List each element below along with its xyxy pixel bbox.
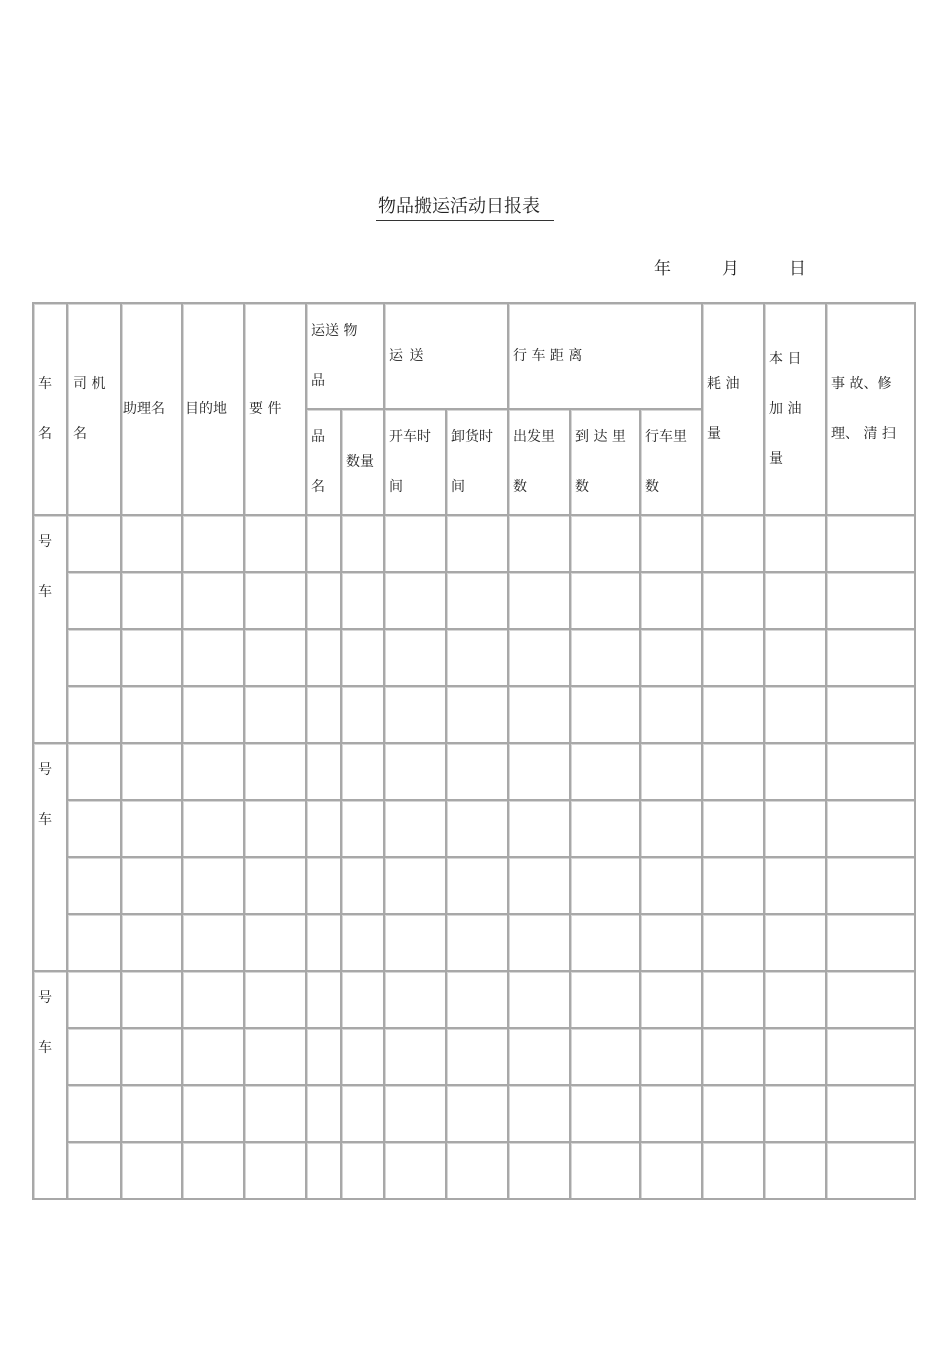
table-cell[interactable] bbox=[183, 687, 245, 744]
table-row bbox=[34, 744, 916, 801]
table-cell[interactable] bbox=[307, 630, 342, 687]
table-cell[interactable] bbox=[385, 801, 447, 858]
table-cell[interactable] bbox=[509, 972, 571, 1029]
table-cell[interactable] bbox=[342, 630, 385, 687]
table-cell[interactable] bbox=[509, 516, 571, 573]
table-cell[interactable] bbox=[509, 801, 571, 858]
table-cell[interactable] bbox=[307, 915, 342, 972]
header-depart-time: 开车时 间 bbox=[385, 410, 447, 516]
table-cell[interactable] bbox=[122, 630, 183, 687]
table-cell[interactable] bbox=[641, 858, 703, 915]
table-cell[interactable] bbox=[385, 744, 447, 801]
table-cell[interactable] bbox=[342, 687, 385, 744]
table-cell[interactable] bbox=[641, 630, 703, 687]
table-cell[interactable] bbox=[703, 1029, 765, 1086]
table-cell[interactable] bbox=[68, 858, 122, 915]
table-cell[interactable] bbox=[342, 801, 385, 858]
table-cell[interactable] bbox=[509, 915, 571, 972]
table-cell[interactable] bbox=[183, 744, 245, 801]
table-cell[interactable] bbox=[385, 687, 447, 744]
table-cell[interactable] bbox=[827, 972, 916, 1029]
table-cell[interactable] bbox=[509, 1029, 571, 1086]
table-cell[interactable] bbox=[827, 915, 916, 972]
header-start-mileage: 出发里 数 bbox=[509, 410, 571, 516]
table-cell[interactable] bbox=[307, 801, 342, 858]
table-cell[interactable] bbox=[509, 1143, 571, 1200]
table-cell[interactable] bbox=[385, 1086, 447, 1143]
daily-report-table bbox=[32, 302, 916, 1200]
table-cell[interactable] bbox=[827, 1086, 916, 1143]
table-cell[interactable] bbox=[765, 516, 827, 573]
table-cell[interactable] bbox=[307, 1143, 342, 1200]
table-cell[interactable] bbox=[641, 1086, 703, 1143]
table-cell[interactable] bbox=[245, 858, 307, 915]
car-group-label: 号 车 bbox=[34, 744, 68, 972]
table-cell[interactable] bbox=[703, 1086, 765, 1143]
table-cell[interactable] bbox=[509, 858, 571, 915]
table-cell[interactable] bbox=[447, 1029, 509, 1086]
header-transport-group: 运 送 bbox=[385, 304, 509, 410]
table-cell[interactable] bbox=[68, 1029, 122, 1086]
table-cell[interactable] bbox=[827, 744, 916, 801]
table-cell[interactable] bbox=[342, 573, 385, 630]
table-cell[interactable] bbox=[68, 630, 122, 687]
table-cell[interactable] bbox=[641, 801, 703, 858]
table-cell[interactable] bbox=[703, 744, 765, 801]
header-goods-name: 品 名 bbox=[307, 410, 342, 516]
header-fuel-added: 本 日 加 油 量 bbox=[765, 304, 827, 516]
table-cell[interactable] bbox=[342, 1029, 385, 1086]
car-group-label: 号 车 bbox=[34, 972, 68, 1200]
table-cell[interactable] bbox=[447, 915, 509, 972]
table-cell[interactable] bbox=[245, 801, 307, 858]
table-cell[interactable] bbox=[342, 744, 385, 801]
date-month-label: 月 bbox=[722, 259, 739, 279]
table-cell[interactable] bbox=[765, 630, 827, 687]
header-run-mileage: 行车里 数 bbox=[641, 410, 703, 516]
table-cell[interactable] bbox=[385, 573, 447, 630]
header-remarks: 事 故、修 理、 清 扫 bbox=[827, 304, 916, 516]
table-cell[interactable] bbox=[641, 573, 703, 630]
table-cell[interactable] bbox=[641, 915, 703, 972]
table-cell[interactable] bbox=[827, 516, 916, 573]
date-year-label: 年 bbox=[654, 259, 671, 279]
table-cell[interactable] bbox=[342, 516, 385, 573]
table-cell[interactable] bbox=[245, 1143, 307, 1200]
table-cell[interactable] bbox=[641, 972, 703, 1029]
table-cell[interactable] bbox=[571, 972, 641, 1029]
table-cell[interactable] bbox=[342, 915, 385, 972]
header-assistant-name: 助理名 bbox=[122, 304, 183, 516]
table-cell[interactable] bbox=[703, 630, 765, 687]
header-unload-time: 卸货时 间 bbox=[447, 410, 509, 516]
table-cell[interactable] bbox=[342, 1086, 385, 1143]
table-cell[interactable] bbox=[245, 687, 307, 744]
table-cell[interactable] bbox=[571, 687, 641, 744]
table-cell[interactable] bbox=[509, 687, 571, 744]
table-cell[interactable] bbox=[703, 1143, 765, 1200]
table-cell[interactable] bbox=[122, 1143, 183, 1200]
table-cell[interactable] bbox=[245, 630, 307, 687]
table-cell[interactable] bbox=[307, 1029, 342, 1086]
table-cell[interactable] bbox=[68, 915, 122, 972]
table-cell[interactable] bbox=[571, 630, 641, 687]
table-cell[interactable] bbox=[307, 687, 342, 744]
date-day-label: 日 bbox=[789, 259, 806, 279]
table-cell[interactable] bbox=[122, 915, 183, 972]
table-cell[interactable] bbox=[447, 744, 509, 801]
table-cell[interactable] bbox=[342, 858, 385, 915]
table-cell[interactable] bbox=[183, 1086, 245, 1143]
table-cell[interactable] bbox=[245, 573, 307, 630]
table-row bbox=[34, 1029, 916, 1086]
table-cell[interactable] bbox=[385, 630, 447, 687]
table-cell[interactable] bbox=[245, 744, 307, 801]
table-cell[interactable] bbox=[571, 1029, 641, 1086]
table-cell[interactable] bbox=[827, 858, 916, 915]
table-cell[interactable] bbox=[245, 972, 307, 1029]
table-cell[interactable] bbox=[385, 1029, 447, 1086]
table-cell[interactable] bbox=[122, 858, 183, 915]
table-cell[interactable] bbox=[765, 858, 827, 915]
table-cell[interactable] bbox=[703, 516, 765, 573]
table-cell[interactable] bbox=[307, 516, 342, 573]
header-goods-group: 运送 物 品 bbox=[307, 304, 385, 410]
table-cell[interactable] bbox=[122, 516, 183, 573]
table-cell[interactable] bbox=[827, 630, 916, 687]
table-cell[interactable] bbox=[571, 1143, 641, 1200]
table-cell[interactable] bbox=[122, 1029, 183, 1086]
table-cell[interactable] bbox=[385, 858, 447, 915]
header-driver-name: 司 机 名 bbox=[68, 304, 122, 516]
table-cell[interactable] bbox=[641, 1143, 703, 1200]
table-cell[interactable] bbox=[68, 744, 122, 801]
table-cell[interactable] bbox=[307, 744, 342, 801]
table-cell[interactable] bbox=[307, 858, 342, 915]
table-cell[interactable] bbox=[447, 687, 509, 744]
table-cell[interactable] bbox=[183, 630, 245, 687]
table-cell[interactable] bbox=[183, 1029, 245, 1086]
table-cell[interactable] bbox=[68, 801, 122, 858]
table-cell[interactable] bbox=[571, 516, 641, 573]
header-car-name: 车 名 bbox=[34, 304, 68, 516]
table-cell[interactable] bbox=[509, 573, 571, 630]
table-cell[interactable] bbox=[447, 1143, 509, 1200]
table-cell[interactable] bbox=[765, 1086, 827, 1143]
table-row bbox=[34, 687, 916, 744]
table-cell[interactable] bbox=[571, 1086, 641, 1143]
table-cell[interactable] bbox=[703, 915, 765, 972]
table-cell[interactable] bbox=[385, 915, 447, 972]
table-row bbox=[34, 1086, 916, 1143]
table-cell[interactable] bbox=[765, 915, 827, 972]
header-destination: 目的地 bbox=[183, 304, 245, 516]
table-cell[interactable] bbox=[68, 516, 122, 573]
table-row bbox=[34, 972, 916, 1029]
table-cell[interactable] bbox=[765, 1029, 827, 1086]
table-cell[interactable] bbox=[342, 1143, 385, 1200]
table-cell[interactable] bbox=[703, 858, 765, 915]
table-cell[interactable] bbox=[509, 1086, 571, 1143]
table-cell[interactable] bbox=[183, 573, 245, 630]
table-cell[interactable] bbox=[385, 1143, 447, 1200]
table-row bbox=[34, 915, 916, 972]
table-row bbox=[34, 858, 916, 915]
table-cell[interactable] bbox=[68, 972, 122, 1029]
table-cell[interactable] bbox=[765, 972, 827, 1029]
table-cell[interactable] bbox=[765, 744, 827, 801]
table-cell[interactable] bbox=[765, 1143, 827, 1200]
table-cell[interactable] bbox=[571, 801, 641, 858]
header-distance-group: 行 车 距 离 bbox=[509, 304, 703, 410]
table-cell[interactable] bbox=[385, 972, 447, 1029]
table-cell[interactable] bbox=[509, 744, 571, 801]
header-purpose: 要 件 bbox=[245, 304, 307, 516]
table-cell[interactable] bbox=[447, 801, 509, 858]
table-cell[interactable] bbox=[183, 858, 245, 915]
table-cell[interactable] bbox=[122, 972, 183, 1029]
table-cell[interactable] bbox=[385, 516, 447, 573]
table-cell[interactable] bbox=[447, 858, 509, 915]
table-cell[interactable] bbox=[122, 573, 183, 630]
table-cell[interactable] bbox=[183, 516, 245, 573]
table-cell[interactable] bbox=[827, 573, 916, 630]
table-row bbox=[34, 801, 916, 858]
table-cell[interactable] bbox=[183, 915, 245, 972]
table-cell[interactable] bbox=[245, 1029, 307, 1086]
table-cell[interactable] bbox=[68, 1086, 122, 1143]
table-cell[interactable] bbox=[447, 516, 509, 573]
table-cell[interactable] bbox=[447, 972, 509, 1029]
table-cell[interactable] bbox=[122, 801, 183, 858]
table-cell[interactable] bbox=[509, 630, 571, 687]
table-cell[interactable] bbox=[68, 1143, 122, 1200]
table-row bbox=[34, 516, 916, 573]
table-cell[interactable] bbox=[827, 1029, 916, 1086]
table-cell[interactable] bbox=[641, 1029, 703, 1086]
table-cell[interactable] bbox=[122, 744, 183, 801]
table-cell[interactable] bbox=[571, 573, 641, 630]
table-cell[interactable] bbox=[571, 744, 641, 801]
table-cell[interactable] bbox=[307, 573, 342, 630]
table-cell[interactable] bbox=[245, 915, 307, 972]
table-cell[interactable] bbox=[68, 573, 122, 630]
table-cell[interactable] bbox=[827, 801, 916, 858]
table-cell[interactable] bbox=[307, 972, 342, 1029]
table-row bbox=[34, 630, 916, 687]
header-quantity: 数量 bbox=[342, 410, 385, 516]
table-row bbox=[34, 573, 916, 630]
car-group-label: 号 车 bbox=[34, 516, 68, 744]
table-cell[interactable] bbox=[447, 1086, 509, 1143]
table-cell[interactable] bbox=[183, 1143, 245, 1200]
table-cell[interactable] bbox=[447, 630, 509, 687]
table-cell[interactable] bbox=[183, 972, 245, 1029]
table-cell[interactable] bbox=[307, 1086, 342, 1143]
table-cell[interactable] bbox=[703, 573, 765, 630]
table-cell[interactable] bbox=[641, 687, 703, 744]
table-cell[interactable] bbox=[245, 1086, 307, 1143]
table-cell[interactable] bbox=[122, 1086, 183, 1143]
table-cell[interactable] bbox=[68, 687, 122, 744]
table-cell[interactable] bbox=[571, 915, 641, 972]
table-cell[interactable] bbox=[641, 516, 703, 573]
table-row bbox=[34, 1143, 916, 1200]
table-cell[interactable] bbox=[342, 972, 385, 1029]
table-cell[interactable] bbox=[245, 516, 307, 573]
header-arrive-mileage: 到 达 里 数 bbox=[571, 410, 641, 516]
table-cell[interactable] bbox=[703, 687, 765, 744]
report-title: 物品搬运活动日报表 bbox=[376, 195, 554, 221]
table-cell[interactable] bbox=[765, 687, 827, 744]
table-cell[interactable] bbox=[571, 858, 641, 915]
table-cell[interactable] bbox=[447, 573, 509, 630]
table-cell[interactable] bbox=[122, 687, 183, 744]
table-cell[interactable] bbox=[765, 573, 827, 630]
table-cell[interactable] bbox=[827, 1143, 916, 1200]
table-cell[interactable] bbox=[703, 972, 765, 1029]
table-cell[interactable] bbox=[703, 801, 765, 858]
table-cell[interactable] bbox=[183, 801, 245, 858]
header-fuel-used: 耗 油 量 bbox=[703, 304, 765, 516]
table-cell[interactable] bbox=[765, 801, 827, 858]
table-cell[interactable] bbox=[641, 744, 703, 801]
table-cell[interactable] bbox=[827, 687, 916, 744]
